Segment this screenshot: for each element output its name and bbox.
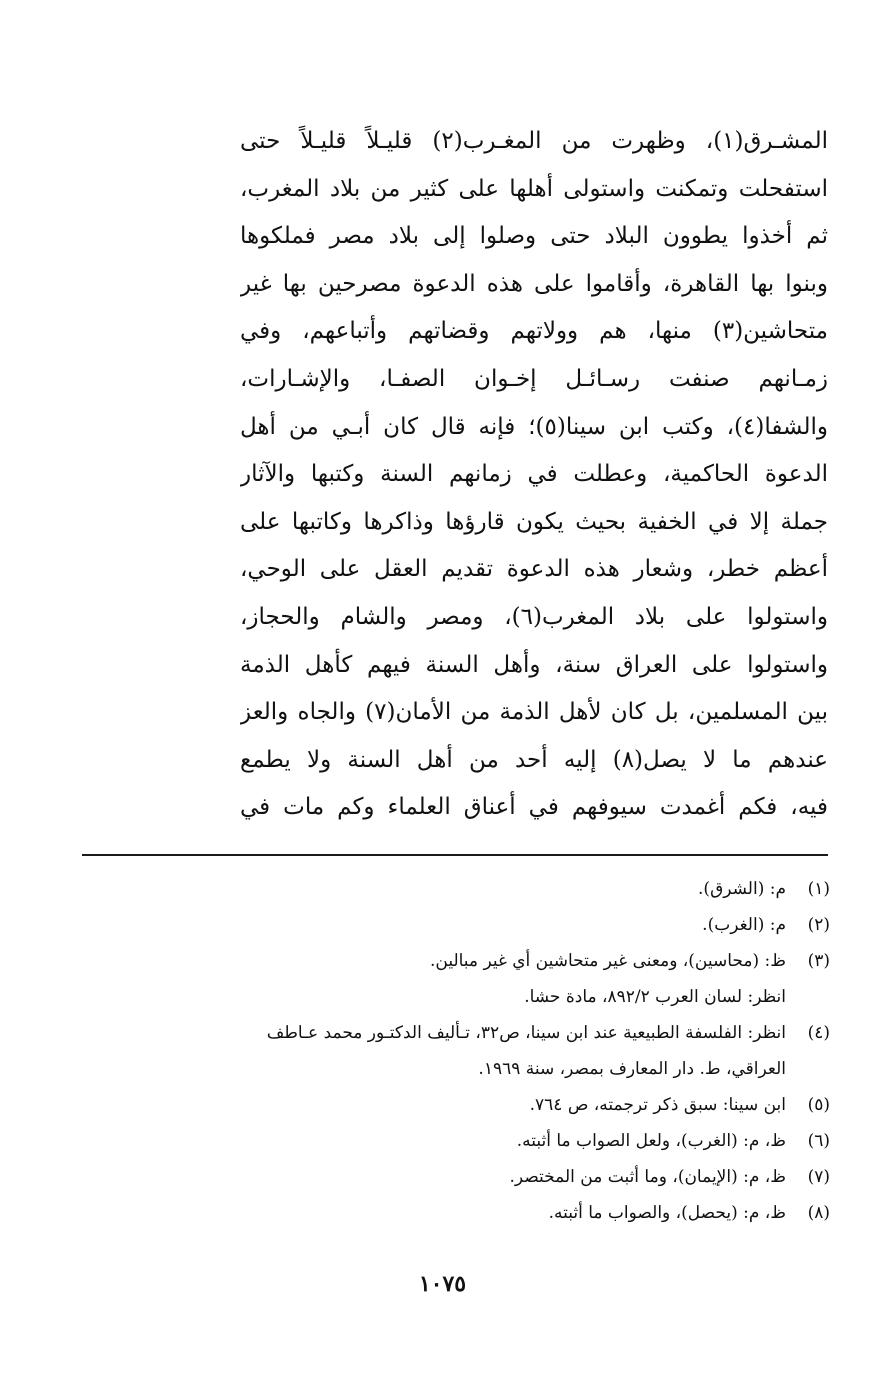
footnote-text: م: (الشرق). [698, 879, 786, 899]
text-line: والشفا(٤)، وكتب ابن سينا(٥)؛ فإنه قال كان أبـي من أهل [240, 413, 828, 440]
text-line: المشـرق(١)، وظهرت من المغـرب(٢) قليـلاً قليـلاً حتى [240, 128, 828, 154]
text-line: واستولوا على العراق سنة، وأهل السنة فيهم كأهل الذمة [240, 651, 828, 678]
footnote-number: (١) [807, 879, 830, 899]
footnote-number: (٨) [807, 1203, 830, 1223]
footnote-text: ظ، م: (الغرب)، ولعل الصواب ما أثبته. [516, 1131, 786, 1151]
footnote-text: ظ، م: (الإيمان)، وما أثبت من المختصر. [509, 1167, 786, 1187]
footnote-text: ظ، م: (يحصل)، والصواب ما أثبته. [548, 1203, 786, 1223]
text-line: متحاشين(٣) منها، هم وولاتهم وقضاتهم وأتباعهم، وفي [240, 318, 828, 345]
footnote-text: انظر: لسان العرب ٨٩٢/٢، مادة حشا. [524, 987, 786, 1007]
footnote-number: (٤) [807, 1023, 830, 1043]
text-line: استفحلت وتمكنت واستولى أهلها على كثير من بلاد المغرب، [240, 175, 828, 202]
footnote-text: م: (الغرب). [702, 915, 786, 935]
footnote-text: انظر: الفلسفة الطبيعية عند ابن سينا، ص٣٢، تـأليف الدكتـور محمد عـاطف [266, 1023, 786, 1043]
text-line: واستولوا على بلاد المغرب(٦)، ومصر والشام والحجاز، [240, 603, 828, 630]
footnote-continuation [70, 1051, 830, 1087]
main-text-block [240, 118, 828, 832]
text-line: بين المسلمين، بل كان لأهل الذمة من الأمان(٧) والجاه والعز [240, 699, 828, 726]
footnote [70, 871, 830, 907]
footnote-text: العراقي، ط. دار المعارف بمصر، سنة ١٩٦٩. [478, 1059, 786, 1079]
footnote-separator [82, 854, 828, 856]
text-line: وبنوا بها القاهرة، وأقاموا على هذه الدعوة مصرحين بها غير [240, 270, 828, 297]
text-line: جملة إلا في الخفية بحيث يكون قارؤها وذاكرها وكاتبها على [240, 508, 828, 535]
footnote [70, 1123, 830, 1159]
footnote-number: (٦) [807, 1131, 830, 1151]
footnote [70, 1159, 830, 1195]
text-line: ثم أخذوا يطوون البلاد حتى وصلوا إلى بلاد مصر فملكوها [240, 223, 828, 250]
footnote-number: (٢) [807, 915, 830, 935]
text-line: الدعوة الحاكمية، وعطلت في زمانهم السنة وكتبها والآثار [240, 461, 828, 488]
page-number: ١٠٧٥ [418, 1271, 467, 1297]
text-line: فيه، فكم أغمدت سيوفهم في أعناق العلماء وكم مات في [240, 794, 828, 821]
text-line: عندهم ما لا يصل(٨) إليه أحد من أهل السنة ولا يطمع [240, 746, 828, 773]
footnote [70, 1087, 830, 1123]
footnotes [70, 871, 830, 1231]
footnote-number: (٣) [807, 951, 830, 971]
footnote [70, 907, 830, 943]
footnote-text: ابن سينا: سبق ذكر ترجمته، ص ٧٦٤. [529, 1095, 786, 1115]
footnote-number: (٥) [807, 1095, 830, 1115]
footnote-text: ظ: (محاسين)، ومعنى غير متحاشين أي غير مبالين. [429, 951, 786, 971]
footnote [70, 1015, 830, 1051]
footnote-continuation [70, 979, 830, 1015]
footnote-number: (٧) [807, 1167, 830, 1187]
text-line: زمـانهم صنفت رسـائـل إخـوان الصفـا، والإشـارات، [240, 365, 828, 392]
footnote [70, 1195, 830, 1231]
text-line: أعظم خطر، وشعار هذه الدعوة تقديم العقل على الوحي، [240, 556, 828, 583]
footnote [70, 943, 830, 979]
